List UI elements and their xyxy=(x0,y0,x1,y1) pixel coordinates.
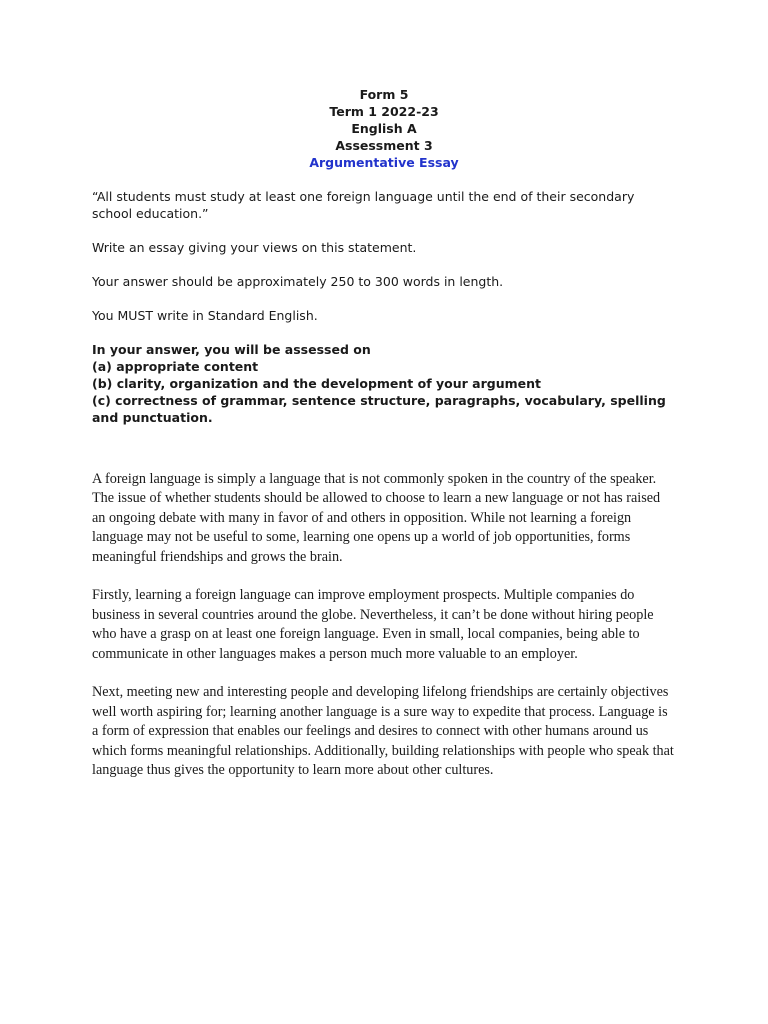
form-label: Form 5 xyxy=(359,87,409,102)
assessment-label: Assessment 3 xyxy=(335,138,433,153)
essay-paragraph-friendships: Next, meeting new and interesting people and developing lifelong friendships are certainly objectives well worth aspiring for; learning another language is a sure way to expedite that process. Language is a form of expression that enables our feelings and desires to connect with other humans around us which forms meaningful relationships. Additionally, building relationships with people who speak that language thus gives the opportunity to learn more about other cultures. xyxy=(92,684,674,779)
term-label: Term 1 2022-23 xyxy=(329,104,439,119)
prompt-standard: You MUST write in Standard English. xyxy=(92,308,318,323)
essay-type-title: Argumentative Essay xyxy=(309,155,459,170)
prompt-statement: “All students must study at least one foreign language until the end of their secondary school education.” xyxy=(92,189,635,221)
document-header xyxy=(92,86,676,171)
criteria-item-a: (a) appropriate content xyxy=(92,359,259,374)
criteria-item-c-continued: and punctuation. xyxy=(92,410,213,425)
criteria-item-c: (c) correctness of grammar, sentence structure, paragraphs, vocabulary, spelling xyxy=(92,393,666,408)
subject-label: English A xyxy=(351,121,417,136)
criteria-intro: In your answer, you will be assessed on xyxy=(92,342,371,357)
essay-paragraph-intro: A foreign language is simply a language that is not commonly spoken in the country of the speaker. The issue of whether students should be allowed to choose to learn a new language or not has raised an ongoing debate with many in favor of and others in opposition. While not learning a foreign language may not be useful to some, learning one opens up a world of job opportunities, forms meaningful friendships and grows the brain. xyxy=(92,471,661,565)
essay-paragraph-employment: Firstly, learning a foreign language can improve employment prospects. Multiple companies do business in several countries around the globe. Nevertheless, it can’t be done without hiring people who have a grasp on at least one foreign language. Even in small, local companies, being able to communicate in other languages makes a person much more valuable to an employer. xyxy=(92,587,654,662)
prompt-length: Your answer should be approximately 250 to 300 words in length. xyxy=(92,274,504,289)
assessment-criteria xyxy=(92,341,676,426)
essay-body xyxy=(92,470,676,780)
criteria-item-b: (b) clarity, organization and the development of your argument xyxy=(92,376,541,391)
essay-prompt xyxy=(92,188,676,324)
document-page xyxy=(92,86,676,800)
prompt-instruction: Write an essay giving your views on this statement. xyxy=(92,240,417,255)
